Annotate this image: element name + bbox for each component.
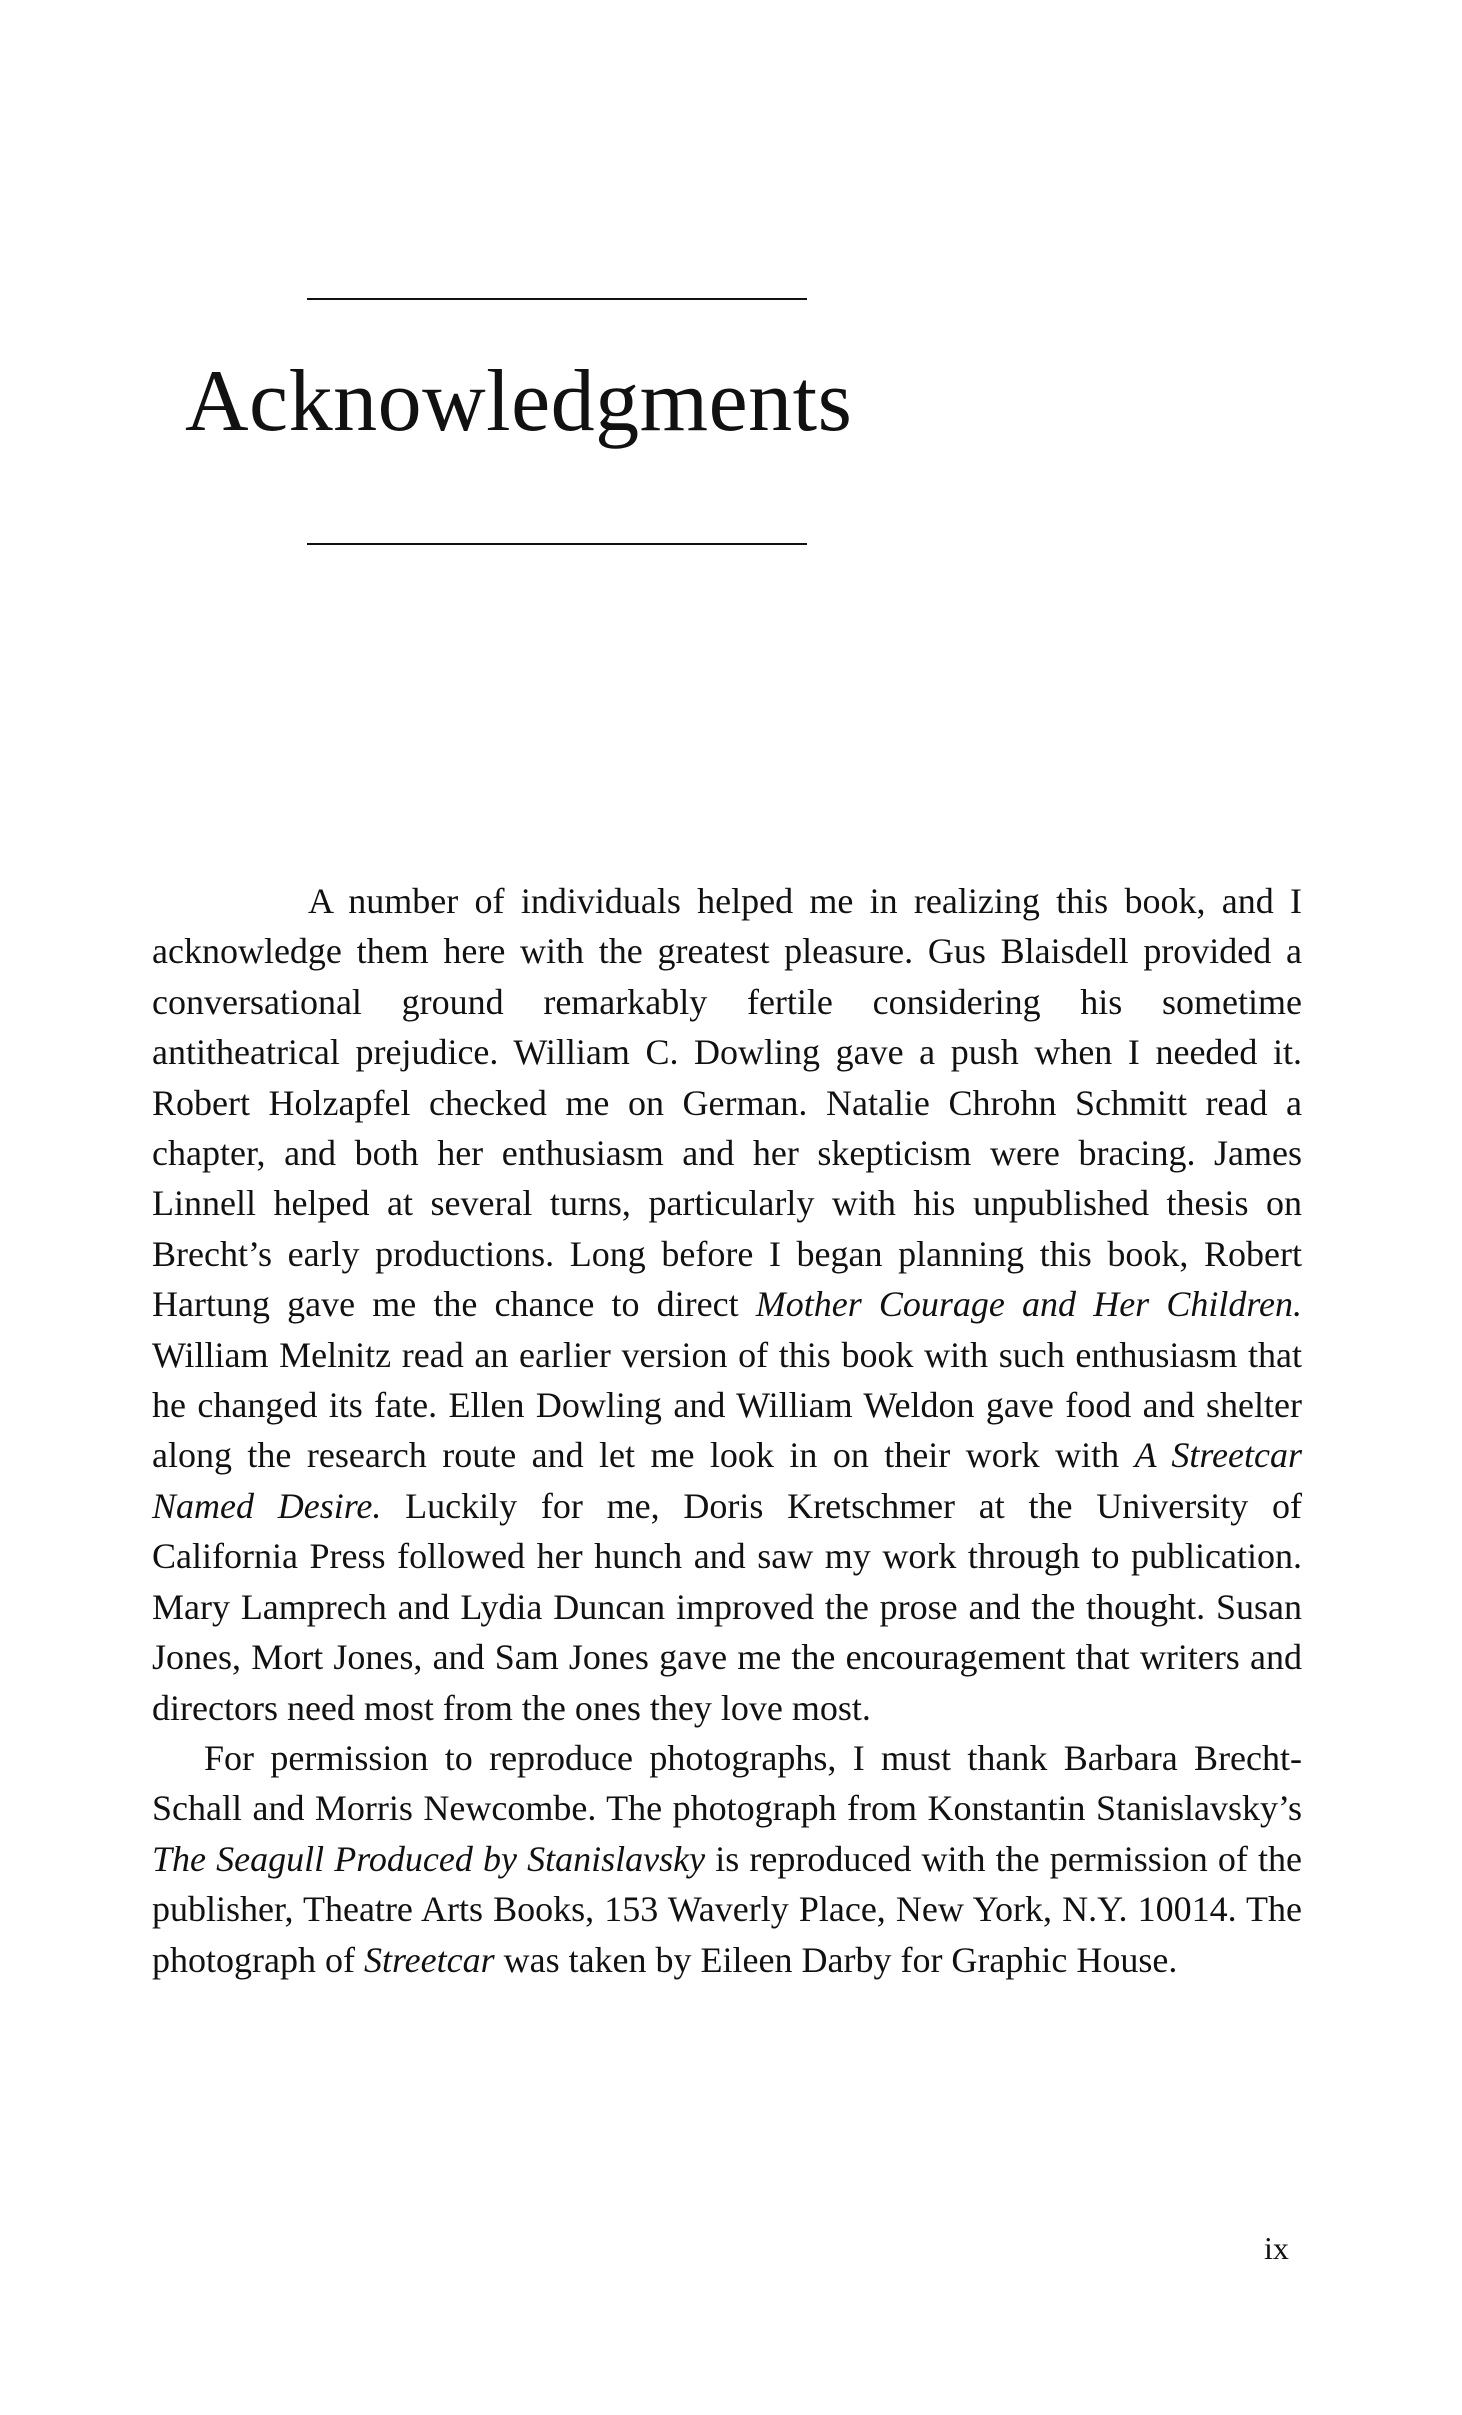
paragraph-2-italic-title-2: Streetcar [363, 1939, 495, 1980]
paragraph-2-italic-title-1: The Seagull Produced by Stanislavsky [152, 1838, 706, 1879]
paragraph-2-text-1: For permission to reproduce photographs, I must thank Barbara Brecht-Schall and Morris Newcombe. The photograph from Konstantin Stanislavsky’s [152, 1737, 1302, 1829]
paragraph-1 [152, 876, 1302, 1733]
acknowledgments-body [152, 876, 1302, 1985]
title-rule-bottom [307, 543, 807, 545]
paragraph-2-text-2: is reproduced with the permission of the publisher, Theatre Arts Books, 153 Waverly Place, New York, N.Y. 10014. The photograph of [152, 1838, 1302, 1980]
paragraph-1-text-2: William Melnitz read an earlier version of this book with such enthusiasm that he changed its fate. Ellen Dowling and William Weldon gave food and shelter along the research route and let me look in on their work with [152, 1334, 1302, 1476]
paragraph-2 [152, 1733, 1302, 1985]
page-number: ix [1264, 2230, 1289, 2266]
paragraph-1-text-1: A number of individuals helped me in realizing this book, and I acknowledge them here with the greatest pleasure. Gus Blaisdell provided a conversational ground remarkably fertile considering his sometime antitheatrical prejudice. William C. Dowling gave a push when I needed it. Robert Holzapfel checked me on German. Natalie Chrohn Schmitt read a chapter, and both her enthusiasm and her skepticism were bracing. James Linnell helped at several turns, particularly with his unpublished thesis on Brecht’s early productions. Long before I began planning this book, Robert Hartung gave me the chance to direct [152, 881, 1302, 1325]
paragraph-1-italic-title-1: Mother Courage and Her Children. [755, 1284, 1302, 1325]
paragraph-2-text-3: was taken by Eileen Darby for Graphic House. [494, 1939, 1178, 1980]
page-title: Acknowledgments [185, 353, 853, 450]
paragraph-1-text-3: Luckily for me, Doris Kretschmer at the University of California Press followed her hunch and saw my work through to publication. Mary Lamprech and Lydia Duncan improved the prose and the thought. Susan Jones, Mort Jones, and Sam Jones gave me the encouragement that writers and directors need most from the ones they love most. [152, 1485, 1302, 1728]
title-rule-top [307, 298, 807, 300]
paragraph-1-italic-title-2: A Streetcar Named Desire. [152, 1435, 1303, 1526]
